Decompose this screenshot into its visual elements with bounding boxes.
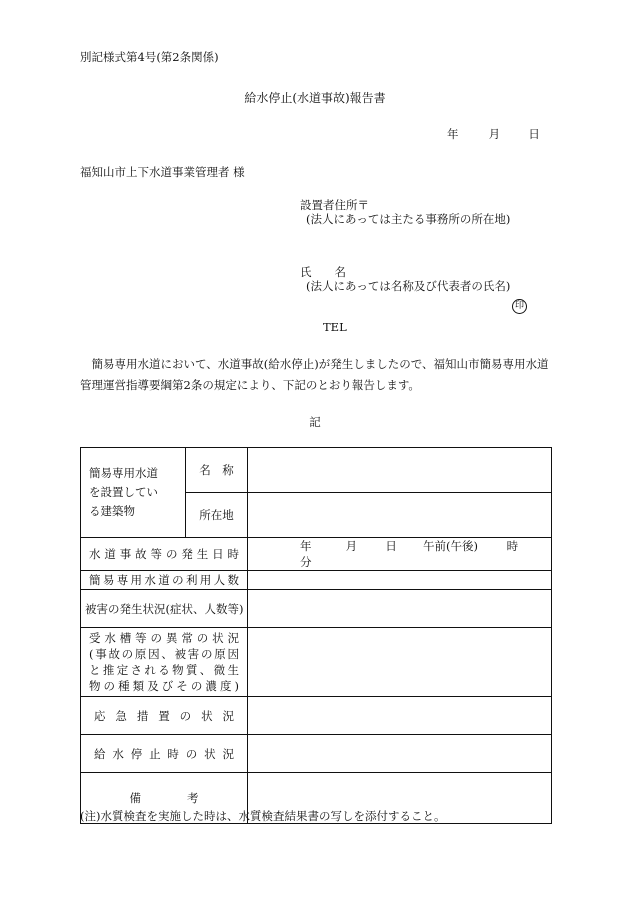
dt-day: 日 bbox=[385, 539, 397, 553]
emergency-measures-value[interactable] bbox=[248, 697, 552, 735]
installer-name-label: 氏 名 bbox=[300, 265, 346, 279]
form-number: 別記様式第4号(第2条関係) bbox=[80, 50, 219, 64]
name-field-value[interactable] bbox=[248, 448, 552, 493]
dt-year: 年 bbox=[300, 539, 312, 553]
tank-abnormal-line: (事故の原因、被害の原因 bbox=[89, 647, 239, 661]
location-field-value[interactable] bbox=[248, 493, 552, 538]
document-title: 給水停止(水道事故)報告書 bbox=[244, 91, 386, 105]
users-count-value[interactable] bbox=[248, 571, 552, 590]
remarks-label: 備 考 bbox=[81, 773, 248, 824]
building-label bbox=[81, 448, 186, 538]
building-label-line: 簡易専用水道 bbox=[89, 466, 158, 480]
tank-abnormal-value[interactable] bbox=[248, 628, 552, 697]
water-stop-status-label: 給水停止時の状況 bbox=[81, 735, 248, 773]
seal-mark-icon: 印 bbox=[512, 299, 527, 314]
damage-status-label: 被害の発生状況(症状、人数等) bbox=[81, 590, 248, 628]
dt-ampm: 午前(午後) bbox=[422, 539, 478, 553]
report-table bbox=[80, 447, 552, 824]
ki-heading: 記 bbox=[309, 415, 321, 429]
footnote: (注)水質検査を実施した時は、水質検査結果書の写しを添付すること。 bbox=[80, 809, 446, 823]
date-year: 年 bbox=[447, 127, 459, 141]
tank-abnormal-line: 物の種類及びその濃度) bbox=[89, 679, 239, 693]
name-field-label: 名 称 bbox=[186, 448, 248, 493]
date-month: 月 bbox=[488, 127, 501, 141]
building-label-line: を設置してい bbox=[89, 485, 158, 499]
location-field-label: 所在地 bbox=[186, 493, 248, 538]
body-text: 簡易専用水道において、水道事故(給水停止)が発生しましたので、福知山市簡易専用水道管理運営指導要綱第2条の規定により、下記のとおり報告します。 bbox=[80, 357, 549, 392]
emergency-measures-label: 応急措置の状況 bbox=[81, 697, 248, 735]
tel-label: TEL bbox=[323, 320, 347, 334]
date-line bbox=[447, 126, 540, 142]
installer-address-note: (法人にあっては主たる事務所の所在地) bbox=[306, 212, 511, 226]
dt-minute: 分 bbox=[300, 555, 312, 569]
tank-abnormal-line: と推定される物質、微生 bbox=[89, 663, 239, 677]
damage-status-value[interactable] bbox=[248, 590, 552, 628]
accident-datetime-value[interactable] bbox=[248, 538, 552, 571]
addressee: 福知山市上下水道事業管理者 様 bbox=[80, 165, 245, 179]
dt-month: 月 bbox=[345, 539, 358, 553]
dt-hour: 時 bbox=[506, 539, 519, 553]
building-label-line: る建築物 bbox=[89, 504, 135, 518]
accident-datetime-label: 水道事故等の発生日時 bbox=[81, 538, 248, 571]
date-day: 日 bbox=[528, 127, 540, 141]
water-stop-status-value[interactable] bbox=[248, 735, 552, 773]
installer-address-label: 設置者住所〒 bbox=[300, 198, 369, 212]
tank-abnormal-line: 受水槽等の異常の状況 bbox=[89, 631, 239, 645]
installer-name-note: (法人にあっては名称及び代表者の氏名) bbox=[306, 279, 511, 293]
users-count-label: 簡易専用水道の利用人数 bbox=[81, 571, 248, 590]
tank-abnormal-label bbox=[81, 628, 248, 697]
